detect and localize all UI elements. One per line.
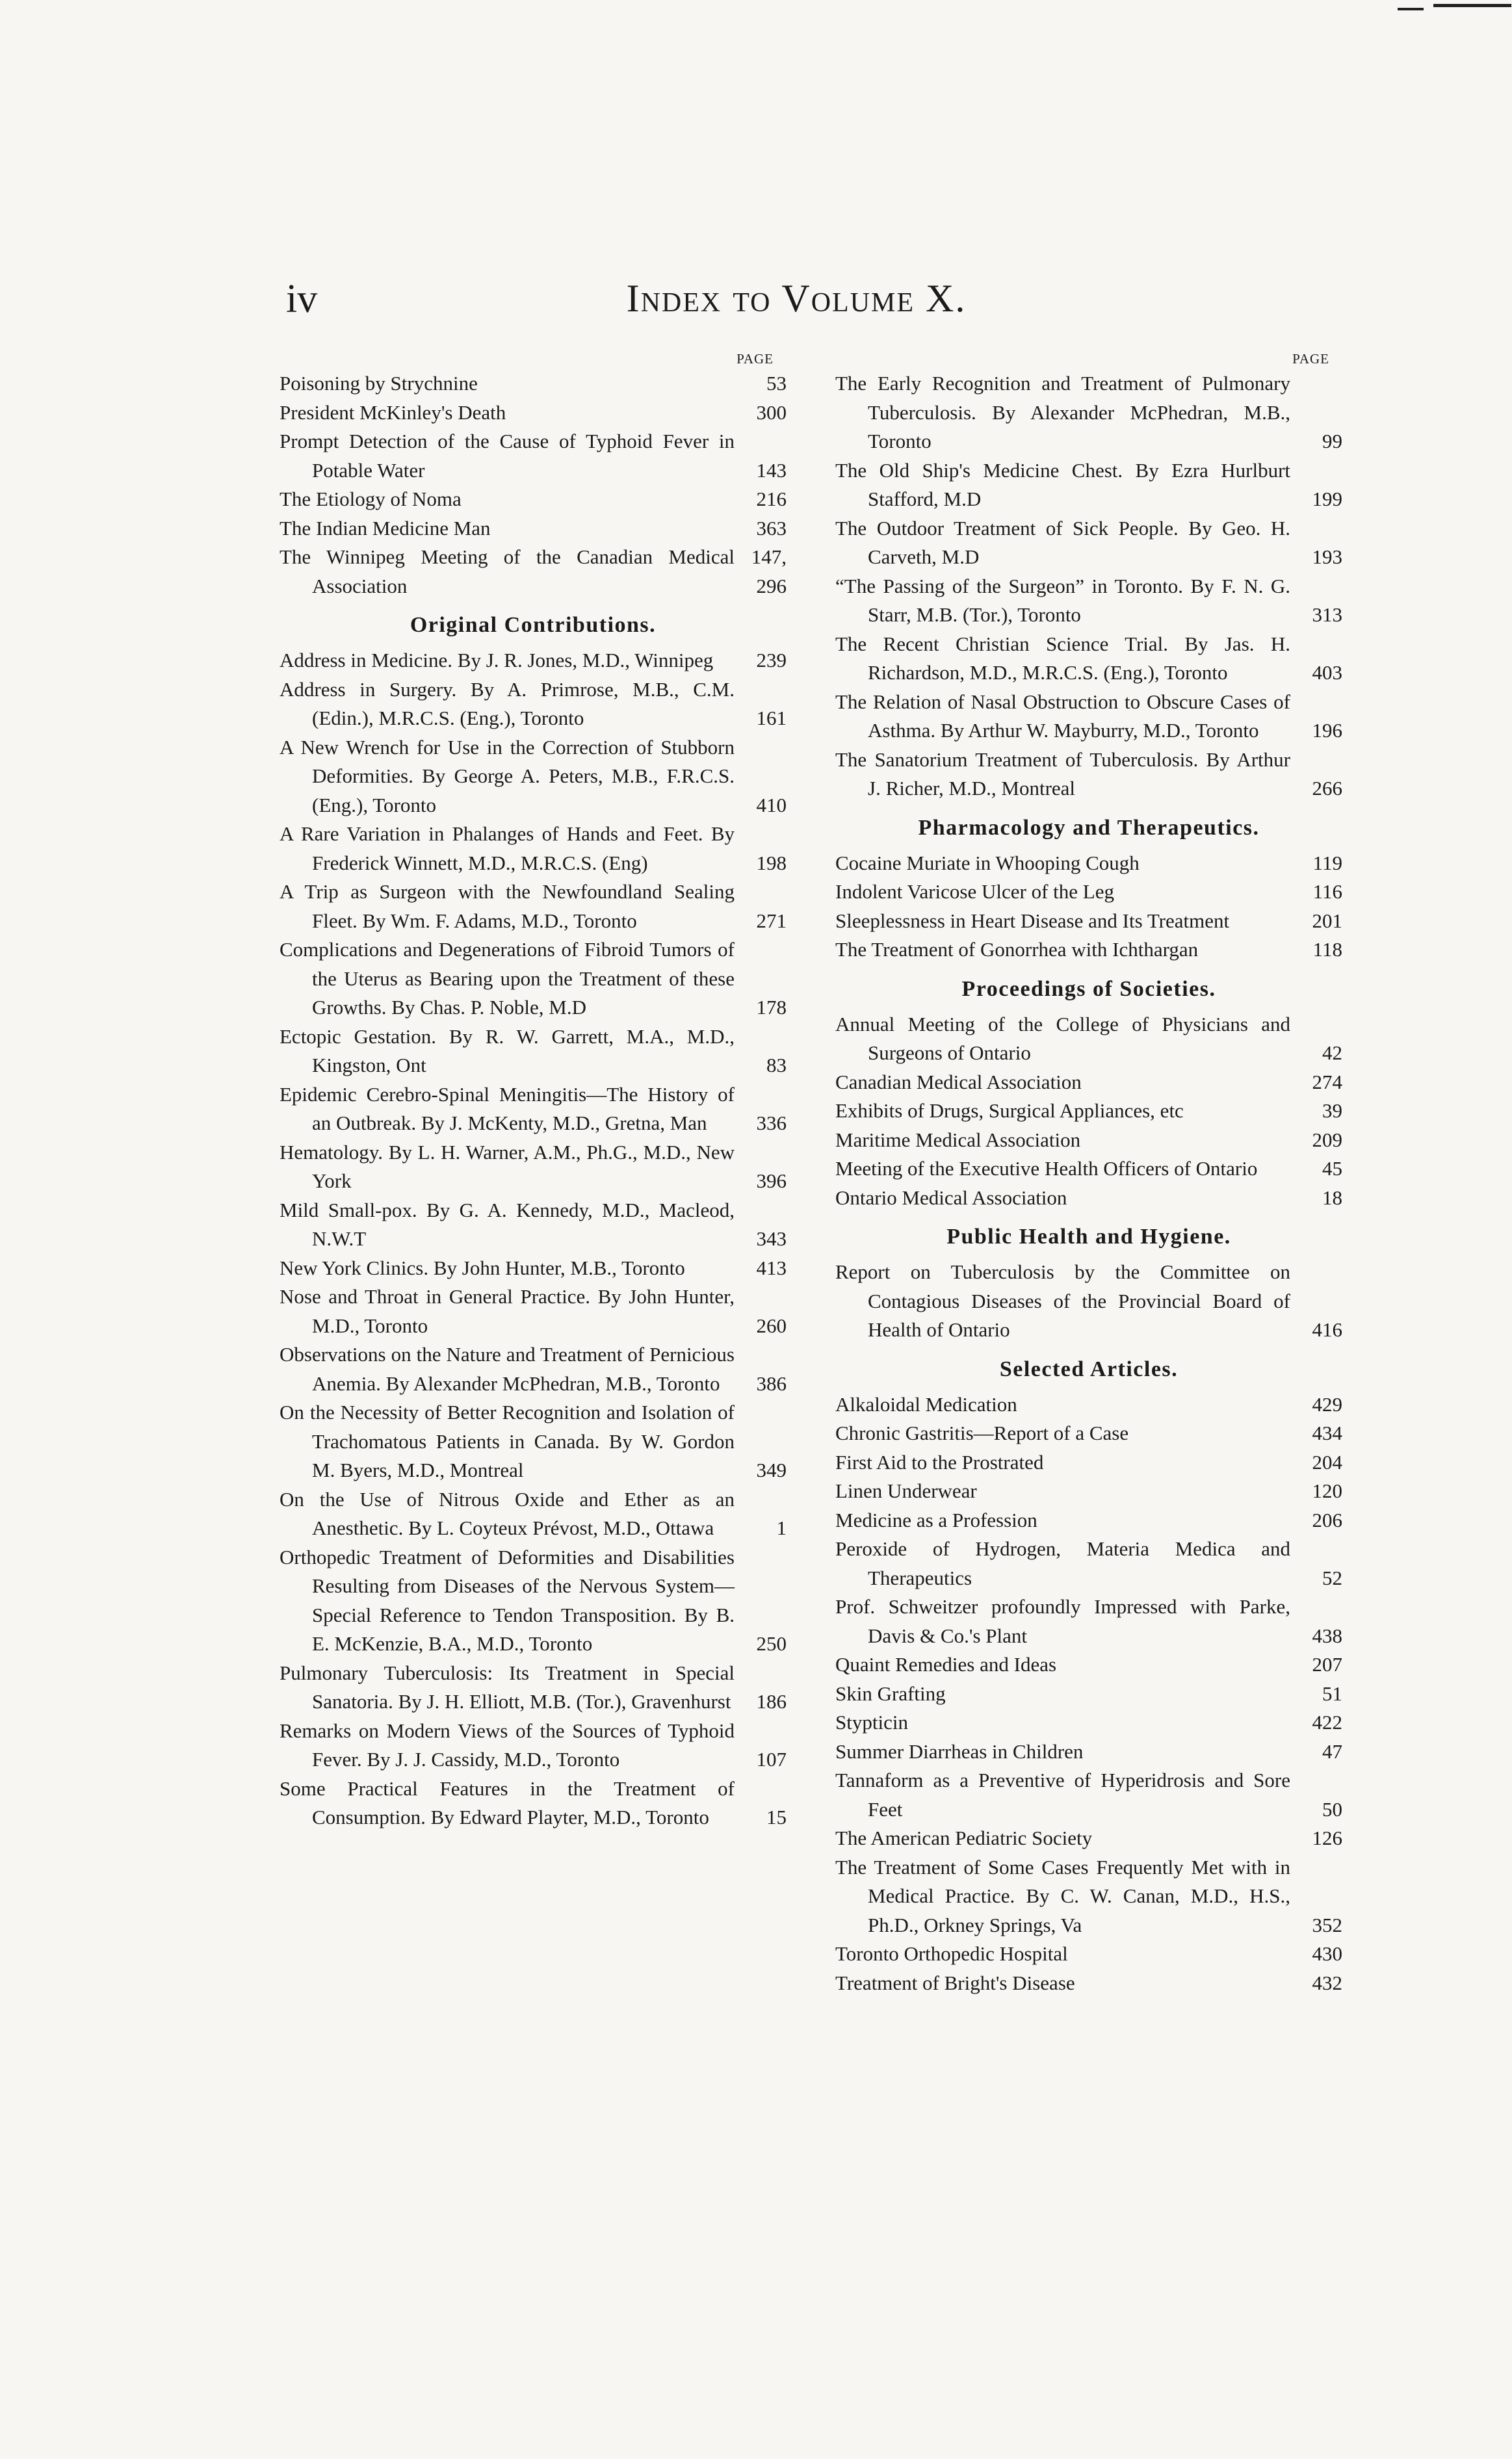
entry-page-number: 363 bbox=[756, 516, 787, 540]
entry-title: The Sanatorium Treatment of Tuberculosis. By Arthur J. Richer, M.D., Montreal bbox=[835, 748, 1290, 800]
index-entry bbox=[835, 1184, 1342, 1213]
index-entry bbox=[835, 1824, 1342, 1853]
index-entry bbox=[280, 369, 787, 398]
entry-page-number: 396 bbox=[756, 1169, 787, 1192]
entry-page-number: 99 bbox=[1322, 430, 1342, 452]
entry-page-number: 119 bbox=[1312, 851, 1342, 874]
entry-title: Hematology. By L. H. Warner, A.M., Ph.G., M.D., New York bbox=[280, 1140, 735, 1192]
index-entry bbox=[835, 1506, 1342, 1535]
entry-title: Maritime Medical Association bbox=[835, 1128, 1081, 1151]
index-entry bbox=[280, 646, 787, 675]
entry-title: Address in Medicine. By J. R. Jones, M.D., Winnipeg bbox=[280, 649, 714, 671]
entry-title: Alkaloidal Medication bbox=[835, 1392, 1017, 1416]
entry-title: The Relation of Nasal Obstruction to Obscure Cases of Asthma. By Arthur W. Mayburry, M.D., Toronto bbox=[835, 690, 1290, 742]
entry-title: Epidemic Cerebro-Spinal Meningitis—The History of an Outbreak. By J. McKenty, M.D., Gretna, Man bbox=[280, 1082, 735, 1134]
index-entry bbox=[280, 485, 787, 514]
right-column bbox=[835, 351, 1342, 1997]
entry-page-number: 438 bbox=[1312, 1624, 1342, 1647]
entry-title: The Old Ship's Medicine Chest. By Ezra Hurlburt Stafford, M.D bbox=[835, 458, 1290, 510]
entry-title: Meeting of the Executive Health Officers of Ontario bbox=[835, 1157, 1258, 1180]
entry-title: The American Pediatric Society bbox=[835, 1827, 1093, 1849]
entry-title: Prof. Schweitzer profoundly Impressed with Parke, Davis & Co.'s Plant bbox=[835, 1595, 1290, 1647]
entry-title: New York Clinics. By John Hunter, M.B., Toronto bbox=[280, 1256, 685, 1279]
index-entry bbox=[835, 1419, 1342, 1448]
entry-page-number: 313 bbox=[1312, 603, 1342, 626]
entry-title: Pulmonary Tuberculosis: Its Treatment in Special Sanatoria. By J. H. Elliott, M.B. (Tor.), Gravenhurst bbox=[280, 1661, 735, 1713]
index-entry bbox=[835, 1593, 1342, 1650]
entry-title: On the Necessity of Better Recognition and Isolation of Trachomatous Patients in Canada. By W. Gordon M. Byers, M.D., Montreal bbox=[280, 1401, 735, 1481]
entry-title: President McKinley's Death bbox=[280, 400, 506, 424]
index-entry bbox=[280, 1340, 787, 1398]
index-entry bbox=[835, 1477, 1342, 1506]
index-entry bbox=[835, 1097, 1342, 1126]
entry-title: On the Use of Nitrous Oxide and Ether as an Anesthetic. By L. Coyteux Prévost, M.D., Ottawa bbox=[280, 1487, 735, 1539]
index-entry bbox=[280, 675, 787, 733]
entry-page-number: 271 bbox=[756, 909, 787, 932]
entry-page-number: 51 bbox=[1322, 1682, 1342, 1705]
right-column-body bbox=[835, 369, 1342, 1997]
index-entry bbox=[835, 630, 1342, 688]
index-entry bbox=[835, 1680, 1342, 1709]
entry-page-number: 422 bbox=[1312, 1711, 1342, 1734]
index-entry bbox=[835, 1390, 1342, 1420]
entry-title: The Early Recognition and Treatment of Pulmonary Tuberculosis. By Alexander McPhedran, M.B., Toronto bbox=[835, 372, 1290, 452]
scan-mark bbox=[1398, 8, 1424, 10]
section-heading: Proceedings of Societies. bbox=[961, 976, 1216, 1001]
entry-page-number: 343 bbox=[756, 1227, 787, 1250]
index-entry bbox=[835, 1969, 1342, 1998]
entry-title: The Etiology of Noma bbox=[280, 488, 462, 510]
entry-title: Nose and Throat in General Practice. By John Hunter, M.D., Toronto bbox=[280, 1285, 735, 1337]
entry-title: Linen Underwear bbox=[835, 1479, 977, 1502]
index-entry bbox=[835, 1940, 1342, 1969]
entry-title: First Aid to the Prostrated bbox=[835, 1450, 1044, 1474]
entry-page-number: 52 bbox=[1322, 1566, 1342, 1589]
section-heading: Public Health and Hygiene. bbox=[946, 1225, 1231, 1249]
entry-page-number: 336 bbox=[756, 1112, 787, 1134]
entry-page-number: 120 bbox=[1312, 1479, 1342, 1502]
left-column bbox=[280, 351, 787, 1832]
entry-title: Ectopic Gestation. By R. W. Garrett, M.A., M.D., Kingston, Ont bbox=[280, 1024, 735, 1076]
entry-page-number: 50 bbox=[1322, 1797, 1342, 1821]
index-entry bbox=[835, 1154, 1342, 1184]
entry-title: The Indian Medicine Man bbox=[280, 516, 491, 540]
entry-title: Poisoning by Strychnine bbox=[280, 372, 478, 395]
entry-title: “The Passing of the Surgeon” in Toronto. By F. N. G. Starr, M.B. (Tor.), Toronto bbox=[835, 574, 1290, 626]
index-entry bbox=[835, 878, 1342, 907]
index-entry bbox=[280, 935, 787, 1022]
entry-title: Prompt Detection of the Cause of Typhoid Fever in Potable Water bbox=[280, 430, 735, 482]
entry-title: The Outdoor Treatment of Sick People. By Geo. H. Carveth, M.D bbox=[835, 516, 1290, 568]
entry-page-number: 410 bbox=[756, 793, 787, 816]
entry-page-number: 199 bbox=[1312, 488, 1342, 510]
entry-page-number: 204 bbox=[1312, 1450, 1342, 1474]
index-entry bbox=[280, 1543, 787, 1659]
index-entry bbox=[280, 514, 787, 543]
entry-page-number: 206 bbox=[1312, 1508, 1342, 1531]
index-entry bbox=[835, 1010, 1342, 1068]
index-entry bbox=[835, 1126, 1342, 1155]
entry-page-number: 274 bbox=[1312, 1070, 1342, 1093]
entry-title: Quaint Remedies and Ideas bbox=[835, 1653, 1057, 1676]
left-column-body bbox=[280, 369, 787, 1832]
index-entry bbox=[280, 1196, 787, 1254]
entry-page-number: 143 bbox=[756, 458, 787, 482]
index-entry bbox=[835, 1258, 1342, 1345]
entry-page-number: 126 bbox=[1312, 1827, 1342, 1849]
index-entry bbox=[280, 427, 787, 485]
entry-title: The Recent Christian Science Trial. By Jas. H. Richardson, M.D., M.R.C.S. (Eng.), Toronto bbox=[835, 632, 1290, 684]
index-entry bbox=[280, 398, 787, 428]
index-entry bbox=[835, 1068, 1342, 1097]
entry-page-number: 250 bbox=[756, 1632, 787, 1655]
index-entry bbox=[280, 1138, 787, 1196]
entry-page-number: 161 bbox=[756, 707, 787, 729]
index-entry bbox=[835, 456, 1342, 514]
entry-title: Some Practical Features in the Treatment of Consumption. By Edward Playter, M.D., Toronto bbox=[280, 1776, 735, 1828]
index-entry bbox=[280, 1659, 787, 1717]
entry-page-number: 45 bbox=[1322, 1157, 1342, 1180]
index-entry bbox=[280, 1398, 787, 1485]
entry-page-number: 209 bbox=[1312, 1128, 1342, 1151]
entry-title: The Winnipeg Meeting of the Canadian Medical Association bbox=[280, 545, 735, 597]
entry-page-number: 386 bbox=[756, 1372, 787, 1395]
entry-page-number: 107 bbox=[756, 1748, 787, 1771]
entry-title: Chronic Gastritis—Report of a Case bbox=[835, 1422, 1129, 1444]
entry-page-number: 83 bbox=[766, 1054, 787, 1076]
entry-title: Indolent Varicose Ulcer of the Leg bbox=[835, 880, 1114, 903]
entry-page-number: 416 bbox=[1312, 1318, 1342, 1341]
entry-title: Address in Surgery. By A. Primrose, M.B., C.M. (Edin.), M.R.C.S. (Eng.), Toronto bbox=[280, 677, 735, 729]
entry-title: Tannaform as a Preventive of Hyperidrosis and Sore Feet bbox=[835, 1769, 1290, 1821]
entry-title: Exhibits of Drugs, Surgical Appliances, etc bbox=[835, 1099, 1184, 1122]
index-entry bbox=[835, 1737, 1342, 1767]
entry-title: Canadian Medical Association bbox=[835, 1070, 1082, 1093]
entry-page-number: 39 bbox=[1322, 1099, 1342, 1122]
entry-title: Complications and Degenerations of Fibroid Tumors of the Uterus as Bearing upon the Treatment of these Growths. By Chas. P. Noble, M.D bbox=[280, 938, 735, 1019]
index-entry bbox=[835, 1650, 1342, 1680]
entry-page-number: 178 bbox=[756, 996, 787, 1019]
entry-page-number: 18 bbox=[1322, 1186, 1342, 1209]
entry-title: Report on Tuberculosis by the Committee on Contagious Diseases of the Provincial Board of Health of Ontario bbox=[835, 1260, 1290, 1341]
page-column-label: PAGE bbox=[1292, 351, 1329, 367]
entry-page-number: 198 bbox=[756, 851, 787, 874]
entry-title: Mild Small-pox. By G. A. Kennedy, M.D., Macleod, N.W.T bbox=[280, 1198, 735, 1250]
entry-page-number: 1 bbox=[776, 1516, 787, 1539]
entry-title: Summer Diarrheas in Children bbox=[835, 1739, 1084, 1763]
index-entry bbox=[280, 820, 787, 878]
index-entry bbox=[280, 1485, 787, 1543]
entry-page-number: 413 bbox=[756, 1256, 787, 1279]
entry-title: A New Wrench for Use in the Correction of Stubborn Deformities. By George A. Peters, M.B., F.R.C.S. (Eng.), Toronto bbox=[280, 735, 735, 816]
entry-page-number: 186 bbox=[756, 1690, 787, 1713]
index-entry bbox=[280, 1717, 787, 1775]
entry-title: Skin Grafting bbox=[835, 1682, 946, 1705]
entry-title: Orthopedic Treatment of Deformities and Disabilities Resulting from Diseases of the Nervous System—Special Reference to Tendon Transposition. By B. E. McKenzie, B.A., M.D., Toronto bbox=[280, 1545, 735, 1655]
entry-title: Ontario Medical Association bbox=[835, 1186, 1067, 1209]
entry-title: Peroxide of Hydrogen, Materia Medica and Therapeutics bbox=[835, 1537, 1290, 1589]
index-entry bbox=[280, 1080, 787, 1138]
index-entry bbox=[280, 1775, 787, 1832]
index-entry bbox=[835, 514, 1342, 572]
entry-title: Remarks on Modern Views of the Sources of Typhoid Fever. By J. J. Cassidy, M.D., Toronto bbox=[280, 1719, 735, 1771]
entry-page-number: 429 bbox=[1312, 1392, 1342, 1416]
index-entry bbox=[835, 1535, 1342, 1593]
entry-page-number: 207 bbox=[1312, 1653, 1342, 1676]
section-heading: Selected Articles. bbox=[999, 1357, 1179, 1381]
entry-page-number: 201 bbox=[1312, 909, 1342, 932]
entry-page-number: 300 bbox=[756, 400, 787, 424]
entry-title: Annual Meeting of the College of Physicians and Surgeons of Ontario bbox=[835, 1012, 1290, 1064]
entry-page-number: 352 bbox=[1312, 1913, 1342, 1936]
index-entry bbox=[835, 907, 1342, 936]
entry-page-number: 216 bbox=[756, 488, 787, 510]
page-title: Index to Volume X. bbox=[626, 277, 967, 320]
entry-page-number: 118 bbox=[1312, 938, 1342, 961]
entry-page-number: 434 bbox=[1312, 1422, 1342, 1444]
entry-page-number: 147, 296 bbox=[751, 545, 787, 597]
index-entry bbox=[835, 1708, 1342, 1737]
index-entry bbox=[835, 572, 1342, 630]
index-entry bbox=[280, 1254, 787, 1283]
entry-page-number: 116 bbox=[1312, 880, 1342, 903]
entry-page-number: 193 bbox=[1312, 545, 1342, 568]
entry-page-number: 239 bbox=[756, 649, 787, 671]
index-entry bbox=[835, 369, 1342, 456]
entry-page-number: 47 bbox=[1322, 1739, 1342, 1763]
entry-title: Sleeplessness in Heart Disease and Its Treatment bbox=[835, 909, 1230, 932]
index-entry bbox=[835, 688, 1342, 746]
index-entry bbox=[835, 746, 1342, 803]
page-column-label: PAGE bbox=[736, 351, 774, 367]
entry-title: Stypticin bbox=[835, 1711, 908, 1734]
entry-title: Toronto Orthopedic Hospital bbox=[835, 1942, 1068, 1965]
page-header bbox=[273, 270, 1320, 348]
entry-title: A Rare Variation in Phalanges of Hands and Feet. By Frederick Winnett, M.D., M.R.C.S. (Eng) bbox=[280, 822, 735, 874]
index-entry bbox=[835, 849, 1342, 878]
entry-title: Treatment of Bright's Disease bbox=[835, 1971, 1075, 1994]
section-heading: Pharmacology and Therapeutics. bbox=[918, 815, 1260, 840]
entry-page-number: 196 bbox=[1312, 719, 1342, 742]
entry-page-number: 53 bbox=[766, 372, 787, 395]
index-entry bbox=[280, 1022, 787, 1080]
entry-title: A Trip as Surgeon with the Newfoundland Sealing Fleet. By Wm. F. Adams, M.D., Toronto bbox=[280, 880, 735, 932]
entry-page-number: 266 bbox=[1312, 777, 1342, 800]
index-entry bbox=[280, 1282, 787, 1340]
entry-title: Observations on the Nature and Treatment of Pernicious Anemia. By Alexander McPhedran, M.B., Toronto bbox=[280, 1343, 735, 1395]
entry-title: Cocaine Muriate in Whooping Cough bbox=[835, 851, 1140, 874]
index-entry bbox=[835, 935, 1342, 965]
entry-page-number: 15 bbox=[766, 1806, 787, 1828]
entry-page-number: 430 bbox=[1312, 1942, 1342, 1965]
entry-title: The Treatment of Some Cases Frequently Met with in Medical Practice. By C. W. Canan, M.D., H.S., Ph.D., Orkney Springs, Va bbox=[835, 1855, 1290, 1936]
section-heading: Original Contributions. bbox=[410, 613, 657, 637]
entry-page-number: 260 bbox=[756, 1314, 787, 1337]
scan-mark bbox=[1433, 4, 1511, 7]
index-entry bbox=[280, 733, 787, 820]
index-entry bbox=[835, 1448, 1342, 1477]
index-entry bbox=[835, 1853, 1342, 1940]
entry-page-number: 349 bbox=[756, 1459, 787, 1481]
entry-page-number: 42 bbox=[1322, 1041, 1342, 1064]
page-number: iv bbox=[286, 277, 318, 321]
entry-page-number: 403 bbox=[1312, 661, 1342, 684]
entry-title: The Treatment of Gonorrhea with Ichthargan bbox=[835, 938, 1199, 961]
index-entry bbox=[835, 1766, 1342, 1824]
index-entry bbox=[280, 543, 787, 601]
entry-page-number: 432 bbox=[1312, 1971, 1342, 1994]
index-entry bbox=[280, 878, 787, 935]
entry-title: Medicine as a Profession bbox=[835, 1508, 1037, 1531]
